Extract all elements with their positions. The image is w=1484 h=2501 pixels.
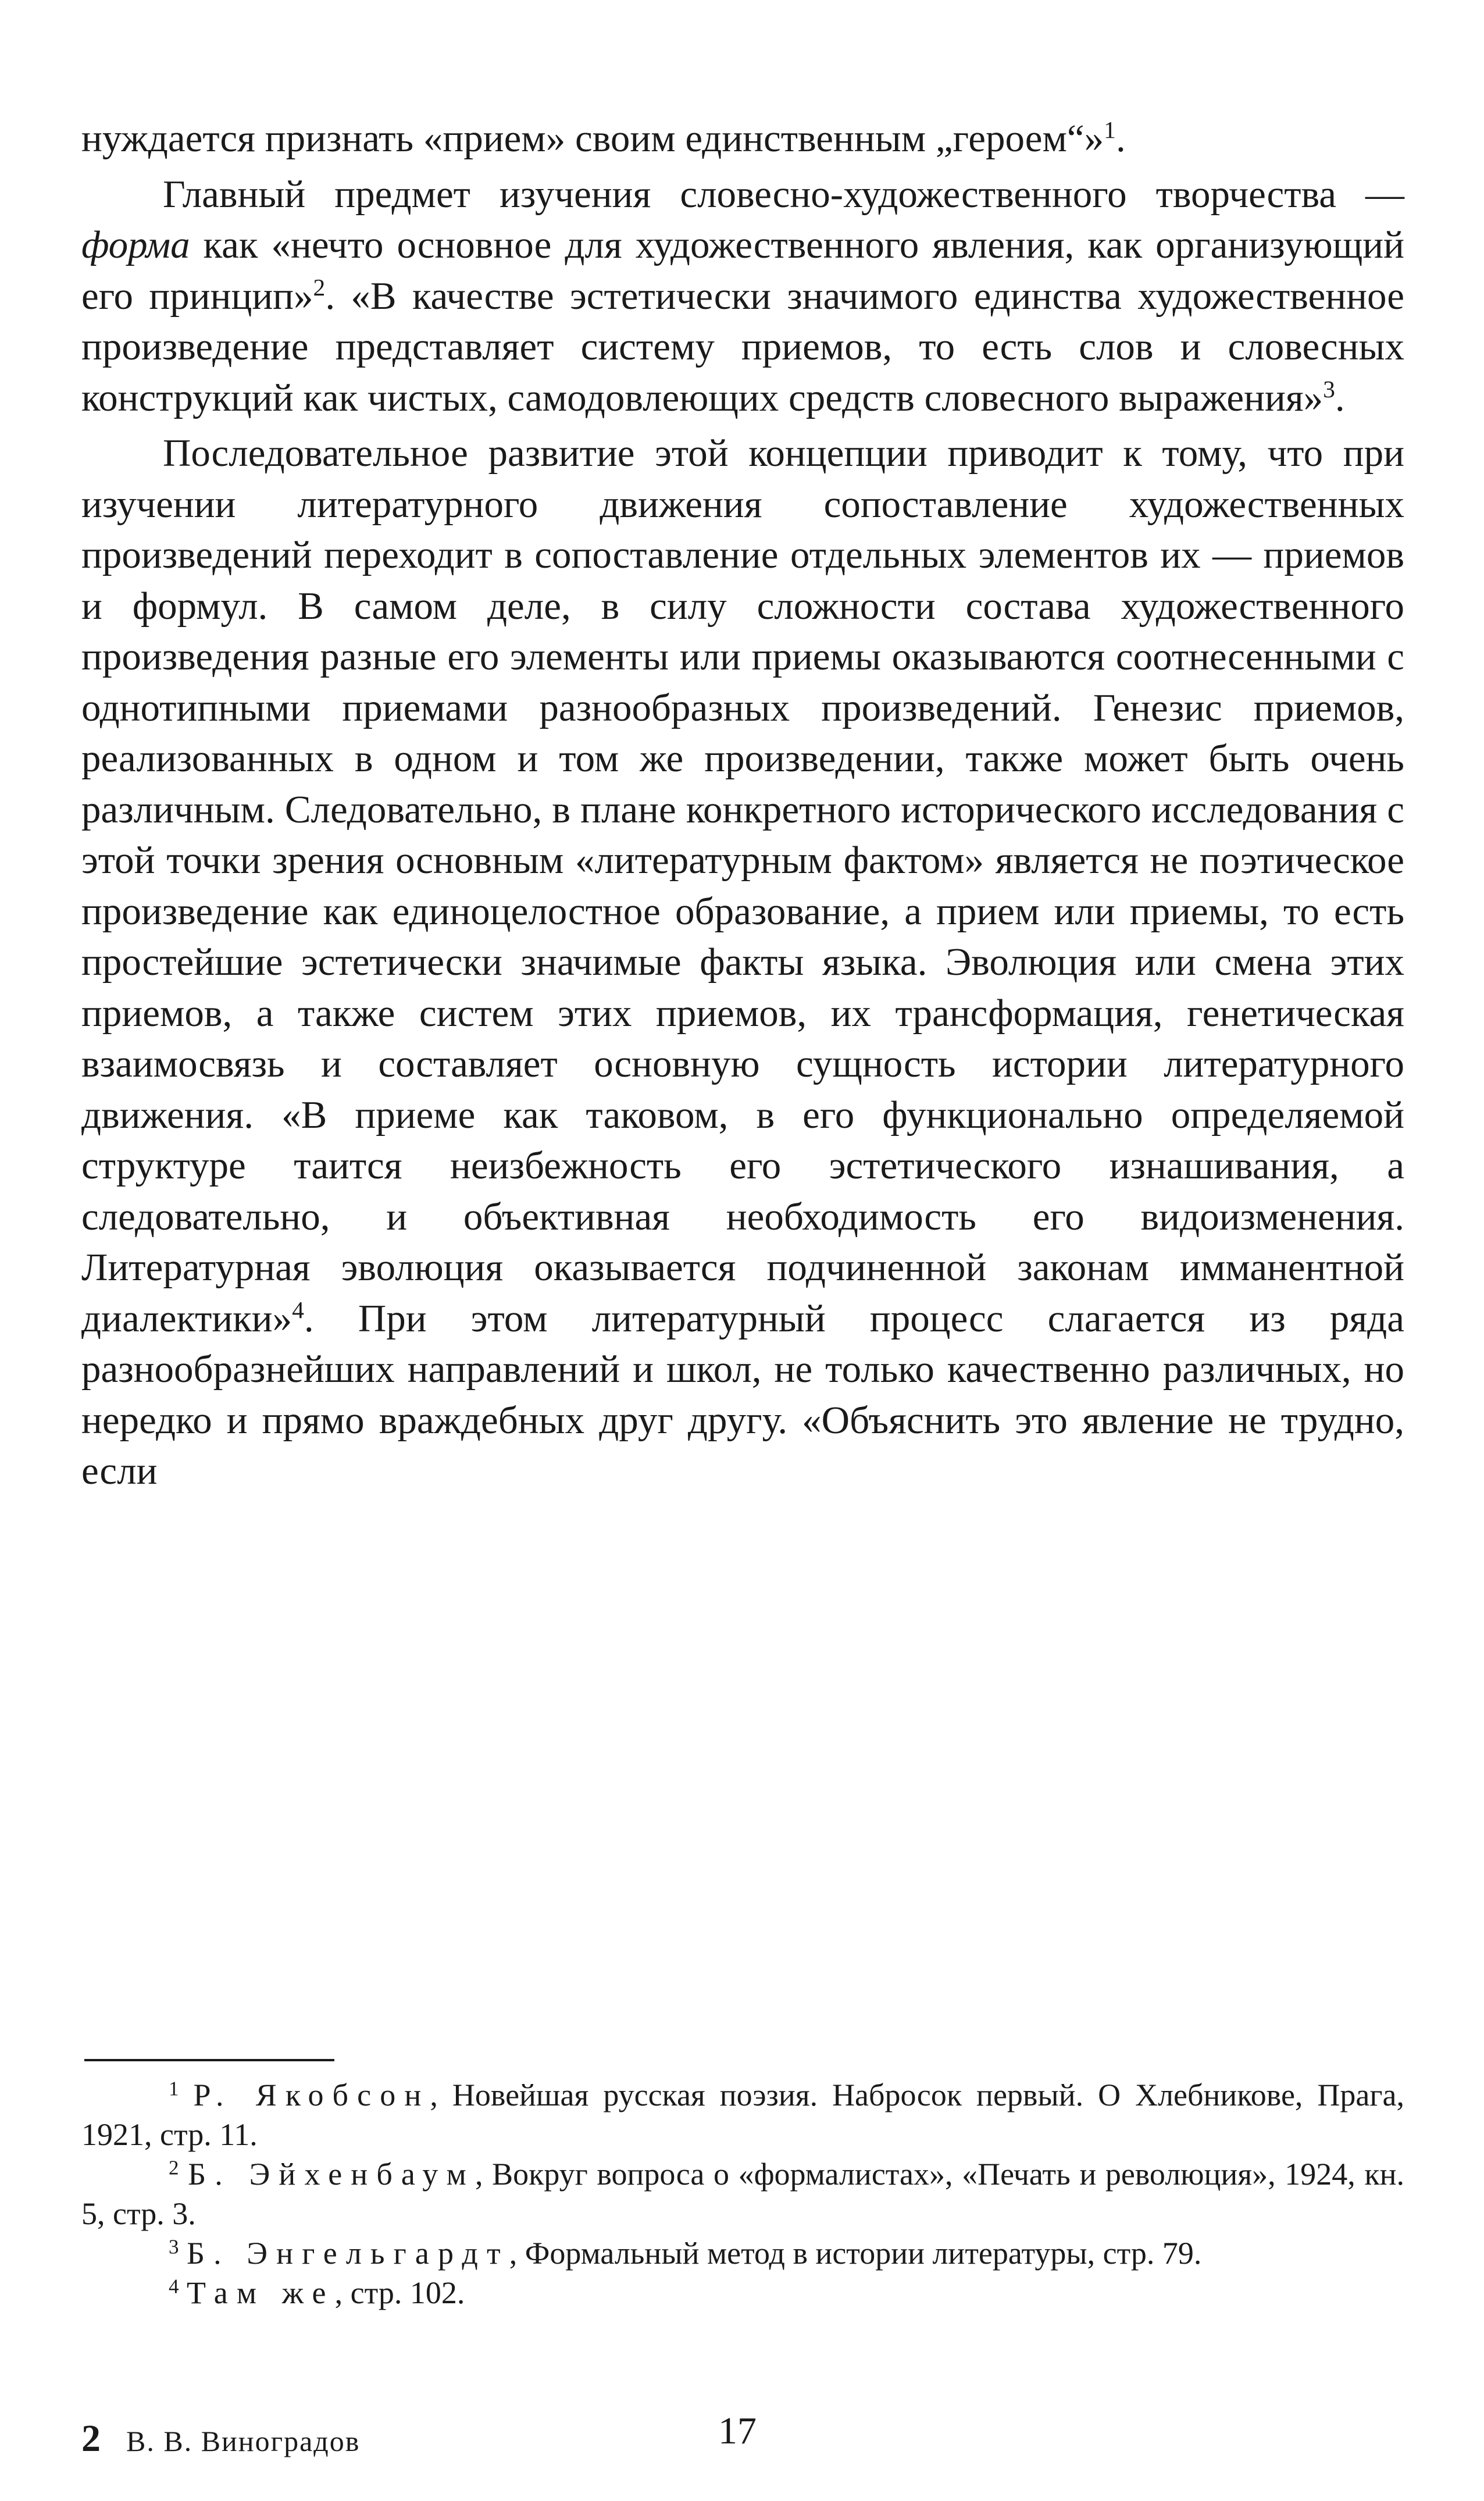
footnote-author: Б. Энгельгардт: [187, 2236, 509, 2271]
emphasis-form: форма: [81, 223, 190, 266]
printer-signature: [81, 2417, 360, 2461]
main-text: [81, 113, 1404, 1497]
footnote-ref-4: 4: [292, 1296, 304, 1323]
footnote-author: Р. Якобсон: [193, 2078, 430, 2112]
footnote-1: $^1$ Р. Якобсон, Новейшая русская поэзия. Набросок первый. О Хлебникове, Прага, 1921, стр. 11.: [81, 2077, 1404, 2152]
signature-sheet-number: 2: [81, 2417, 102, 2460]
footnote-ref-2: 2: [313, 273, 326, 301]
footnotes: [81, 2075, 1404, 2313]
footnote-2: $^2$ Б. Эйхенбаум, Вокруг вопроса о «формалистах», «Печать и революция», 1924, кн. 5, стр. 3.: [81, 2156, 1405, 2231]
paragraph-1: нуждается признать «прием» своим единственным „героем“»$^1$.: [81, 116, 1126, 160]
footnote-author: Б. Эйхенбаум: [188, 2157, 475, 2192]
footnote-4: $^4$ Там же, стр. 102.: [169, 2275, 465, 2310]
footnote-divider: [84, 2059, 334, 2061]
footnote-ref-3: 3: [1323, 375, 1335, 402]
paragraph-2: Главный предмет изучения словесно-художественного творчества — форма как «нечто основное для художественного явления, как организующий его принцип»$^2$. «В качестве эстетически значимого единства художественное произведение представляет систему приемов, то есть слов и словесных конструкций как чистых, самодовлеющих средств словесного выражения»$^3$.: [81, 172, 1404, 419]
paragraph-3: Последовательное развитие этой концепции приводит к тому, что при изучении литературного движения сопоставление художественных произведений переходит в сопоставление отдельных элементов их — приемов и формул. В самом деле, в силу сложности состава художественного произведения разные его элементы или приемы оказываются соотнесенными с однотипными приемами разнообразных произведений. Генезис приемов, реализованных в одном и том же произведении, также может быть очень различным. Следовательно, в плане конкретного исторического исследования с этой точки зрения основным «литературным фактом» является не поэтическое произведение как единоцелостное образование, а прием или приемы, то есть простейшие эстетически значимые факты языка. Эволюция или смена этих приемов, а также систем этих приемов, их трансформация, генетическая взаимосвязь и составляет основную сущность истории литературного движения. «В приеме как таковом, в его функционально определяемой структуре таится неизбежность его эстетического изнашивания, а следовательно, и объективная необходимость его видоизменения. Литературная эволюция оказывается подчиненной законам имманентной диалектики»$^4$. При этом литературный процесс слагается из ряда разнообразнейших направлений и школ, не только качественно различных, но нередко и прямо враждебных друг другу. «Объяснить это явление не трудно, если: [81, 432, 1404, 1492]
signature-author: В. В. Виноградов: [126, 2425, 361, 2457]
page-number: 17: [718, 2410, 757, 2452]
footnote-author: Там же: [187, 2275, 335, 2310]
footnote-ref-1: 1: [1104, 116, 1116, 144]
footnote-3: $^3$ Б. Энгельгардт, Формальный метод в истории литературы, стр. 79.: [169, 2235, 1202, 2271]
